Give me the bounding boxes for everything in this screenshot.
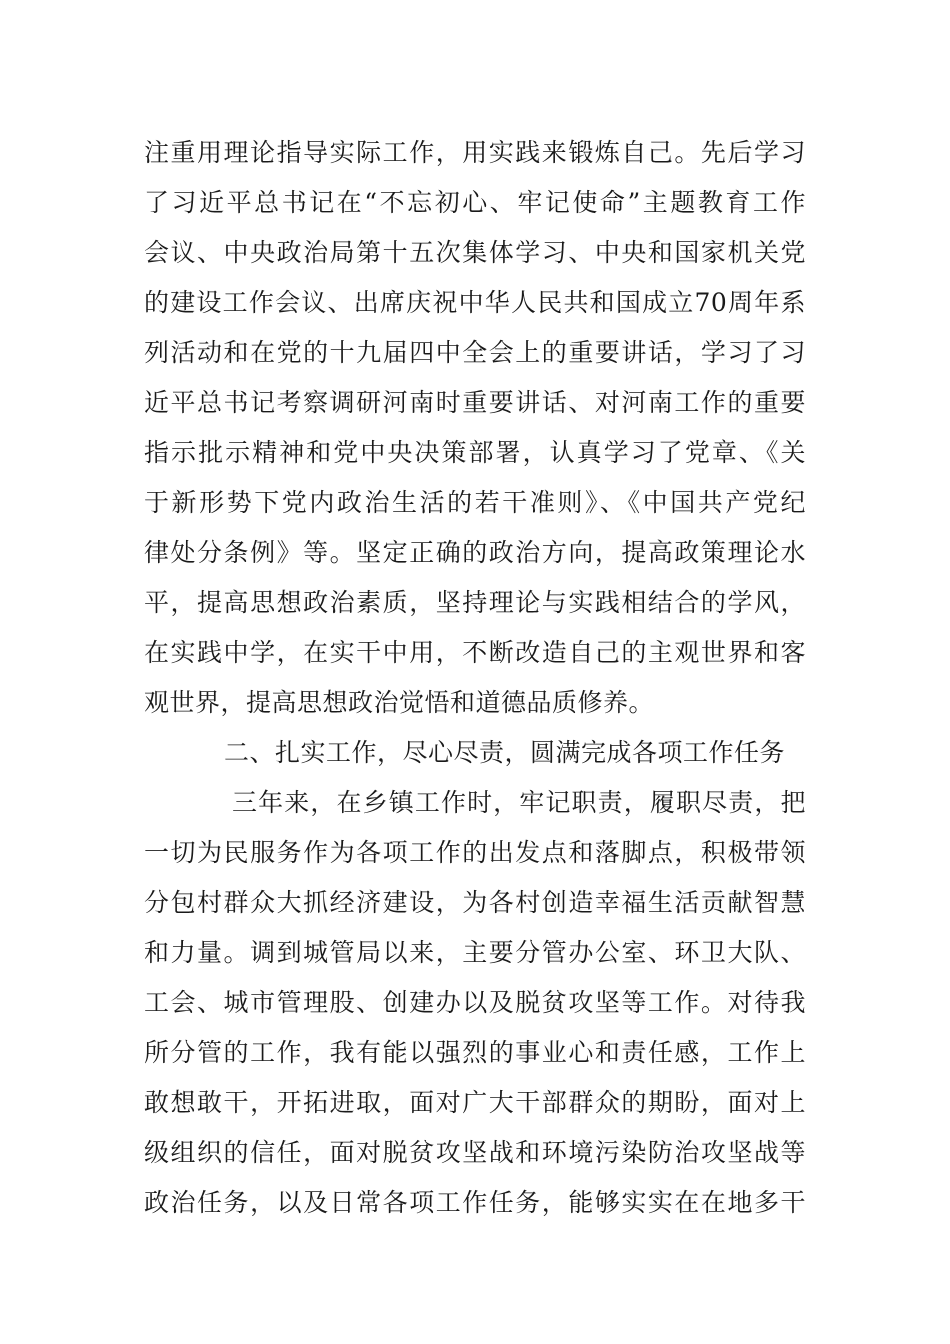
text-line: 律处分条例》等。坚定正确的政治方向，提高政策理论水 — [144, 538, 806, 567]
section-heading: 二、扎实工作，尽心尽责，圆满完成各项工作任务 — [224, 738, 786, 767]
text-line: 在实践中学，在实干中用，不断改造自己的主观世界和客 — [144, 638, 806, 667]
text-line: 指示批示精神和党中央决策部署，认真学习了党章、《关 — [144, 438, 806, 467]
text-line: 于新形势下党内政治生活的若干准则》、《中国共产党纪 — [144, 488, 806, 517]
text-line: 平，提高思想政治素质，坚持理论与实践相结合的学风， — [144, 588, 806, 617]
text-line: 观世界，提高思想政治觉悟和道德品质修养。 — [144, 688, 655, 717]
text-line: 政治任务，以及日常各项工作任务，能够实实在在地多干 — [144, 1188, 806, 1217]
text-line: 和力量。调到城管局以来，主要分管办公室、环卫大队、 — [144, 938, 806, 967]
text-line: 三年来，在乡镇工作时，牢记职责，履职尽责，把 — [232, 788, 806, 817]
text-line: 一切为民服务作为各项工作的出发点和落脚点，积极带领 — [144, 838, 806, 867]
text-line: 了习近平总书记在“不忘初心、牢记使命”主题教育工作 — [144, 188, 806, 217]
text-line: 级组织的信任，面对脱贫攻坚战和环境污染防治攻坚战等 — [144, 1138, 806, 1167]
text-line: 工会、城市管理股、创建办以及脱贫攻坚等工作。对待我 — [144, 988, 806, 1017]
text-line: 的建设工作会议、出席庆祝中华人民共和国成立70周年系 — [144, 288, 806, 317]
text-line: 分包村群众大抓经济建设，为各村创造幸福生活贡献智慧 — [144, 888, 806, 917]
text-line: 会议、中央政治局第十五次集体学习、中央和国家机关党 — [144, 238, 806, 267]
text-line: 敢想敢干，开拓进取，面对广大干部群众的期盼，面对上 — [144, 1088, 806, 1117]
text-line: 近平总书记考察调研河南时重要讲话、对河南工作的重要 — [144, 388, 806, 417]
text-line: 列活动和在党的十九届四中全会上的重要讲话，学习了习 — [144, 338, 806, 367]
text-line: 注重用理论指导实际工作，用实践来锻炼自己。先后学习 — [144, 138, 806, 167]
text-line: 所分管的工作，我有能以强烈的事业心和责任感，工作上 — [144, 1038, 806, 1067]
